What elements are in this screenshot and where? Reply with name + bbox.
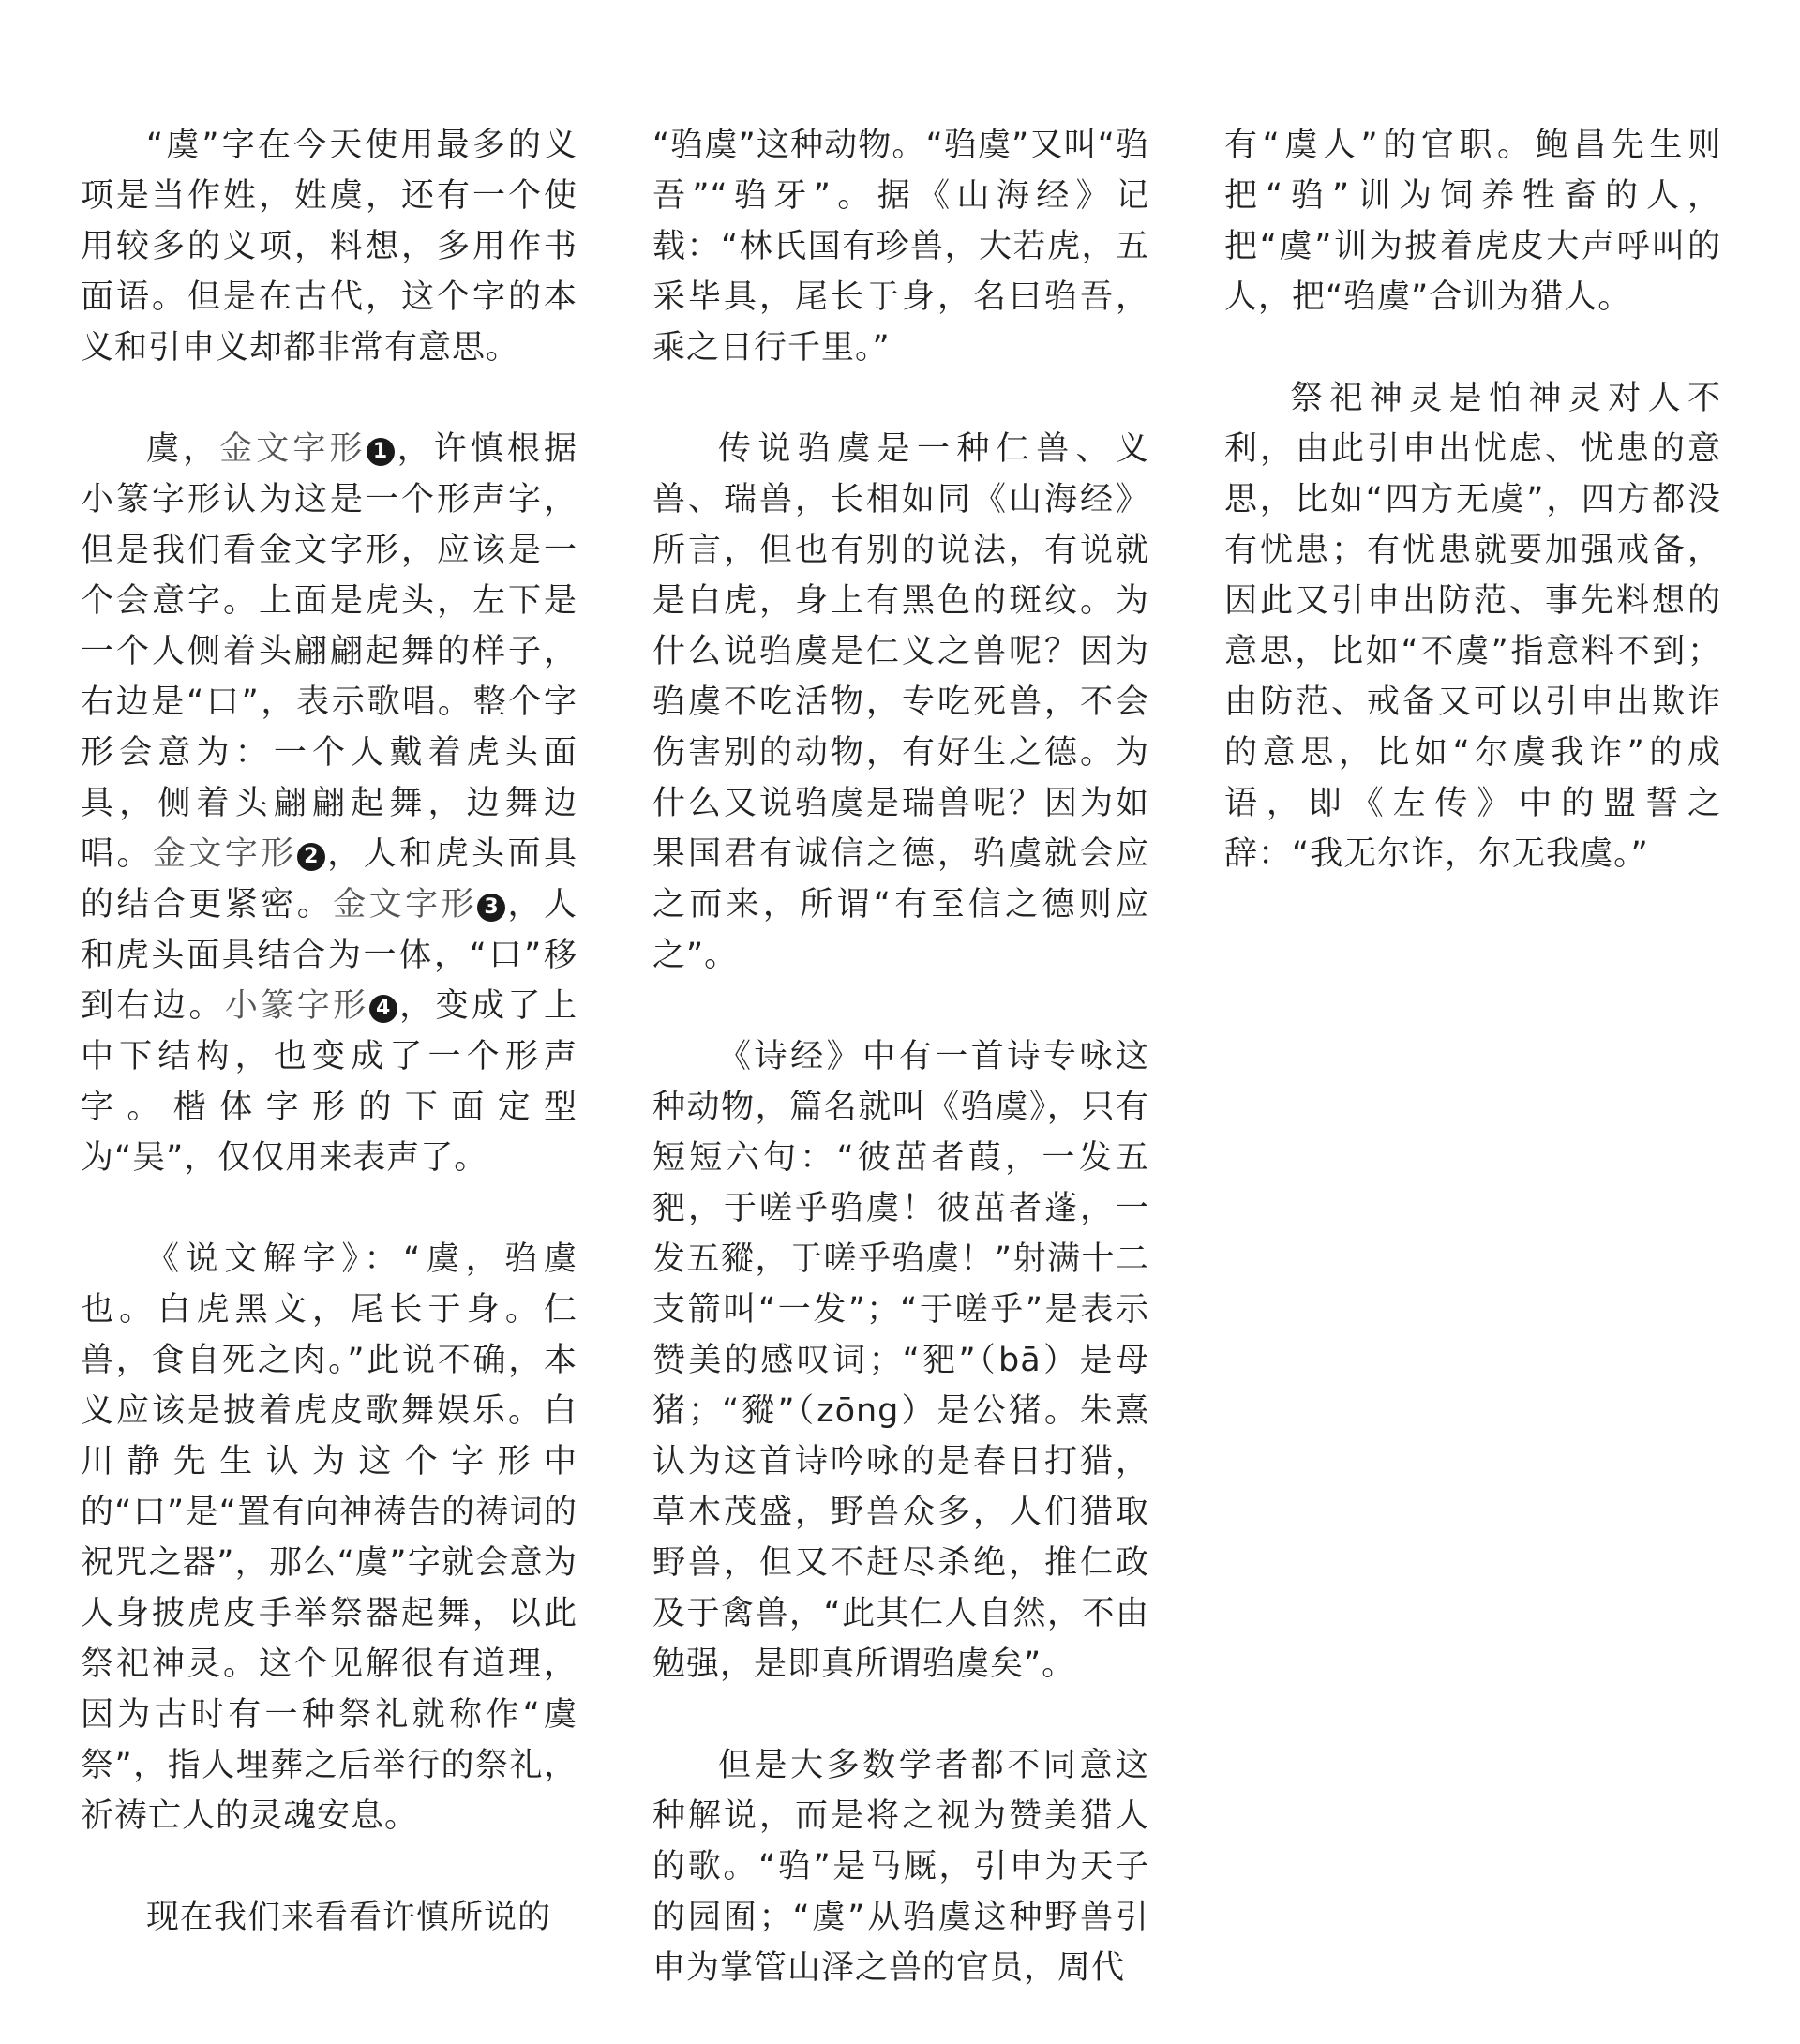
text-run: ，人和虎头面具结合为一体，“口”移到右边。 [81,886,578,1025]
paragraph [81,424,578,1183]
text-run: 但是大多数学者都不同意这种解说，而是将之视为赞美猎人的歌。“驺”是马厩，引申为天子的园囿；“虞”从驺虞这种野兽引申为掌管山泽之兽的官员，周代 [652,1747,1149,1987]
paragraph [652,120,1149,373]
paragraph [81,1234,578,1841]
paragraph [652,1031,1149,1690]
paragraph [652,424,1149,981]
text-run: 虞， [146,430,220,468]
text-run: ，人和虎头面具的结合更紧密。 [81,835,578,924]
text-column-2 [652,120,1149,2044]
paragraph [652,1740,1149,1993]
text-run: 有“虞人”的官职。鲍昌先生则把“驺”训为饲养牲畜的人，把“虞”训为披着虎皮大声呼叫的人，把“驺虞”合训为猎人。 [1224,127,1721,316]
paragraph [1224,120,1721,323]
figure-label: 金文字形 [152,835,297,873]
text-run: 祭祀神灵是怕神灵对人不利，由此引申出忧虑、忧患的意思，比如“四方无虞”，四方都没有忧患；有忧患就要加强戒备，因此又引申出防范、事先料想的意思，比如“不虞”指意料不到；由防范、戒备又可以引申出欺诈的意思，比如“尔虞我诈”的成语，即《左传》中的盟誓之辞：“我无尔诈，尔无我虞。” [1224,380,1721,873]
text-run: ，许慎根据小篆字形认为这是一个形声字，但是我们看金文字形，应该是一个会意字。上面是虎头，左下是一个人侧着头翩翩起舞的样子，右边是“口”，表示歌唱。整个字形会意为：一个人戴着虎头面具，侧着头翩翩起舞，边舞边唱。 [81,430,578,873]
text-run: 现在我们来看看许慎所说的 [146,1899,552,1936]
figure-label: 金文字形 [219,430,367,468]
figure-number-badge: 2 [297,843,325,871]
text-run: “虞”字在今天使用最多的义项是当作姓，姓虞，还有一个使用较多的义项，料想，多用作书面语。但是在古代，这个字的本义和引申义却都非常有意思。 [81,127,578,367]
text-run: 《诗经》中有一首诗专咏这种动物，篇名就叫《驺虞》，只有短短六句：“彼茁者葭，一发五豝，于嗟乎驺虞！彼茁者蓬，一发五豵，于嗟乎驺虞！”射满十二支箭叫“一发”；“于嗟乎”是表示赞美的感叹词；“豝”（bā）是母猪；“豵”（zōng）是公猪。朱熹认为这首诗吟咏的是春日打猎，草木茂盛，野兽众多，人们猎取野兽，但又不赶尽杀绝，推仁政及于禽兽，“此其仁人自然，不由勉强，是即真所谓驺虞矣”。 [652,1038,1149,1683]
text-run: ，变成了上中下结构，也变成了一个形声字。楷体字形的下面定型为“吴”，仅仅用来表声了。 [81,987,578,1177]
paragraph [81,1892,578,1943]
paragraph [1224,373,1721,879]
text-run: 《说文解字》：“虞，驺虞也。白虎黑文，尾长于身。仁兽，食自死之肉。”此说不确，本义应该是披着虎皮歌舞娱乐。白川静先生认为这个字形中的“口”是“置有向神祷告的祷词的祝咒之器”，那么“虞”字就会意为人身披虎皮手举祭器起舞，以此祭祀神灵。这个见解很有道理，因为古时有一种祭礼就称作“虞祭”，指人埋葬之后举行的祭礼，祈祷亡人的灵魂安息。 [81,1240,578,1835]
figure-number-badge: 3 [477,894,505,922]
text-column-3 [1224,120,1721,930]
text-run: 传说驺虞是一种仁兽、义兽、瑞兽，长相如同《山海经》所言，但也有别的说法，有说就是白虎，身上有黑色的斑纹。为什么说驺虞是仁义之兽呢？因为驺虞不吃活物，专吃死兽，不会伤害别的动物，有好生之德。为什么又说驺虞是瑞兽呢？因为如果国君有诚信之德，驺虞就会应之而来，所谓“有至信之德则应之”。 [652,430,1149,974]
text-column-1 [81,120,578,1993]
figure-number-badge: 1 [367,438,395,466]
paragraph [81,120,578,373]
figure-label: 金文字形 [333,886,478,924]
figure-label: 小篆字形 [224,987,369,1025]
text-run: “驺虞”这种动物。“驺虞”又叫“驺吾”“驺牙”。据《山海经》记载：“林氏国有珍兽，大若虎，五采毕具，尾长于身，名曰驺吾，乘之日行千里。” [652,127,1149,367]
figure-number-badge: 4 [369,995,398,1023]
